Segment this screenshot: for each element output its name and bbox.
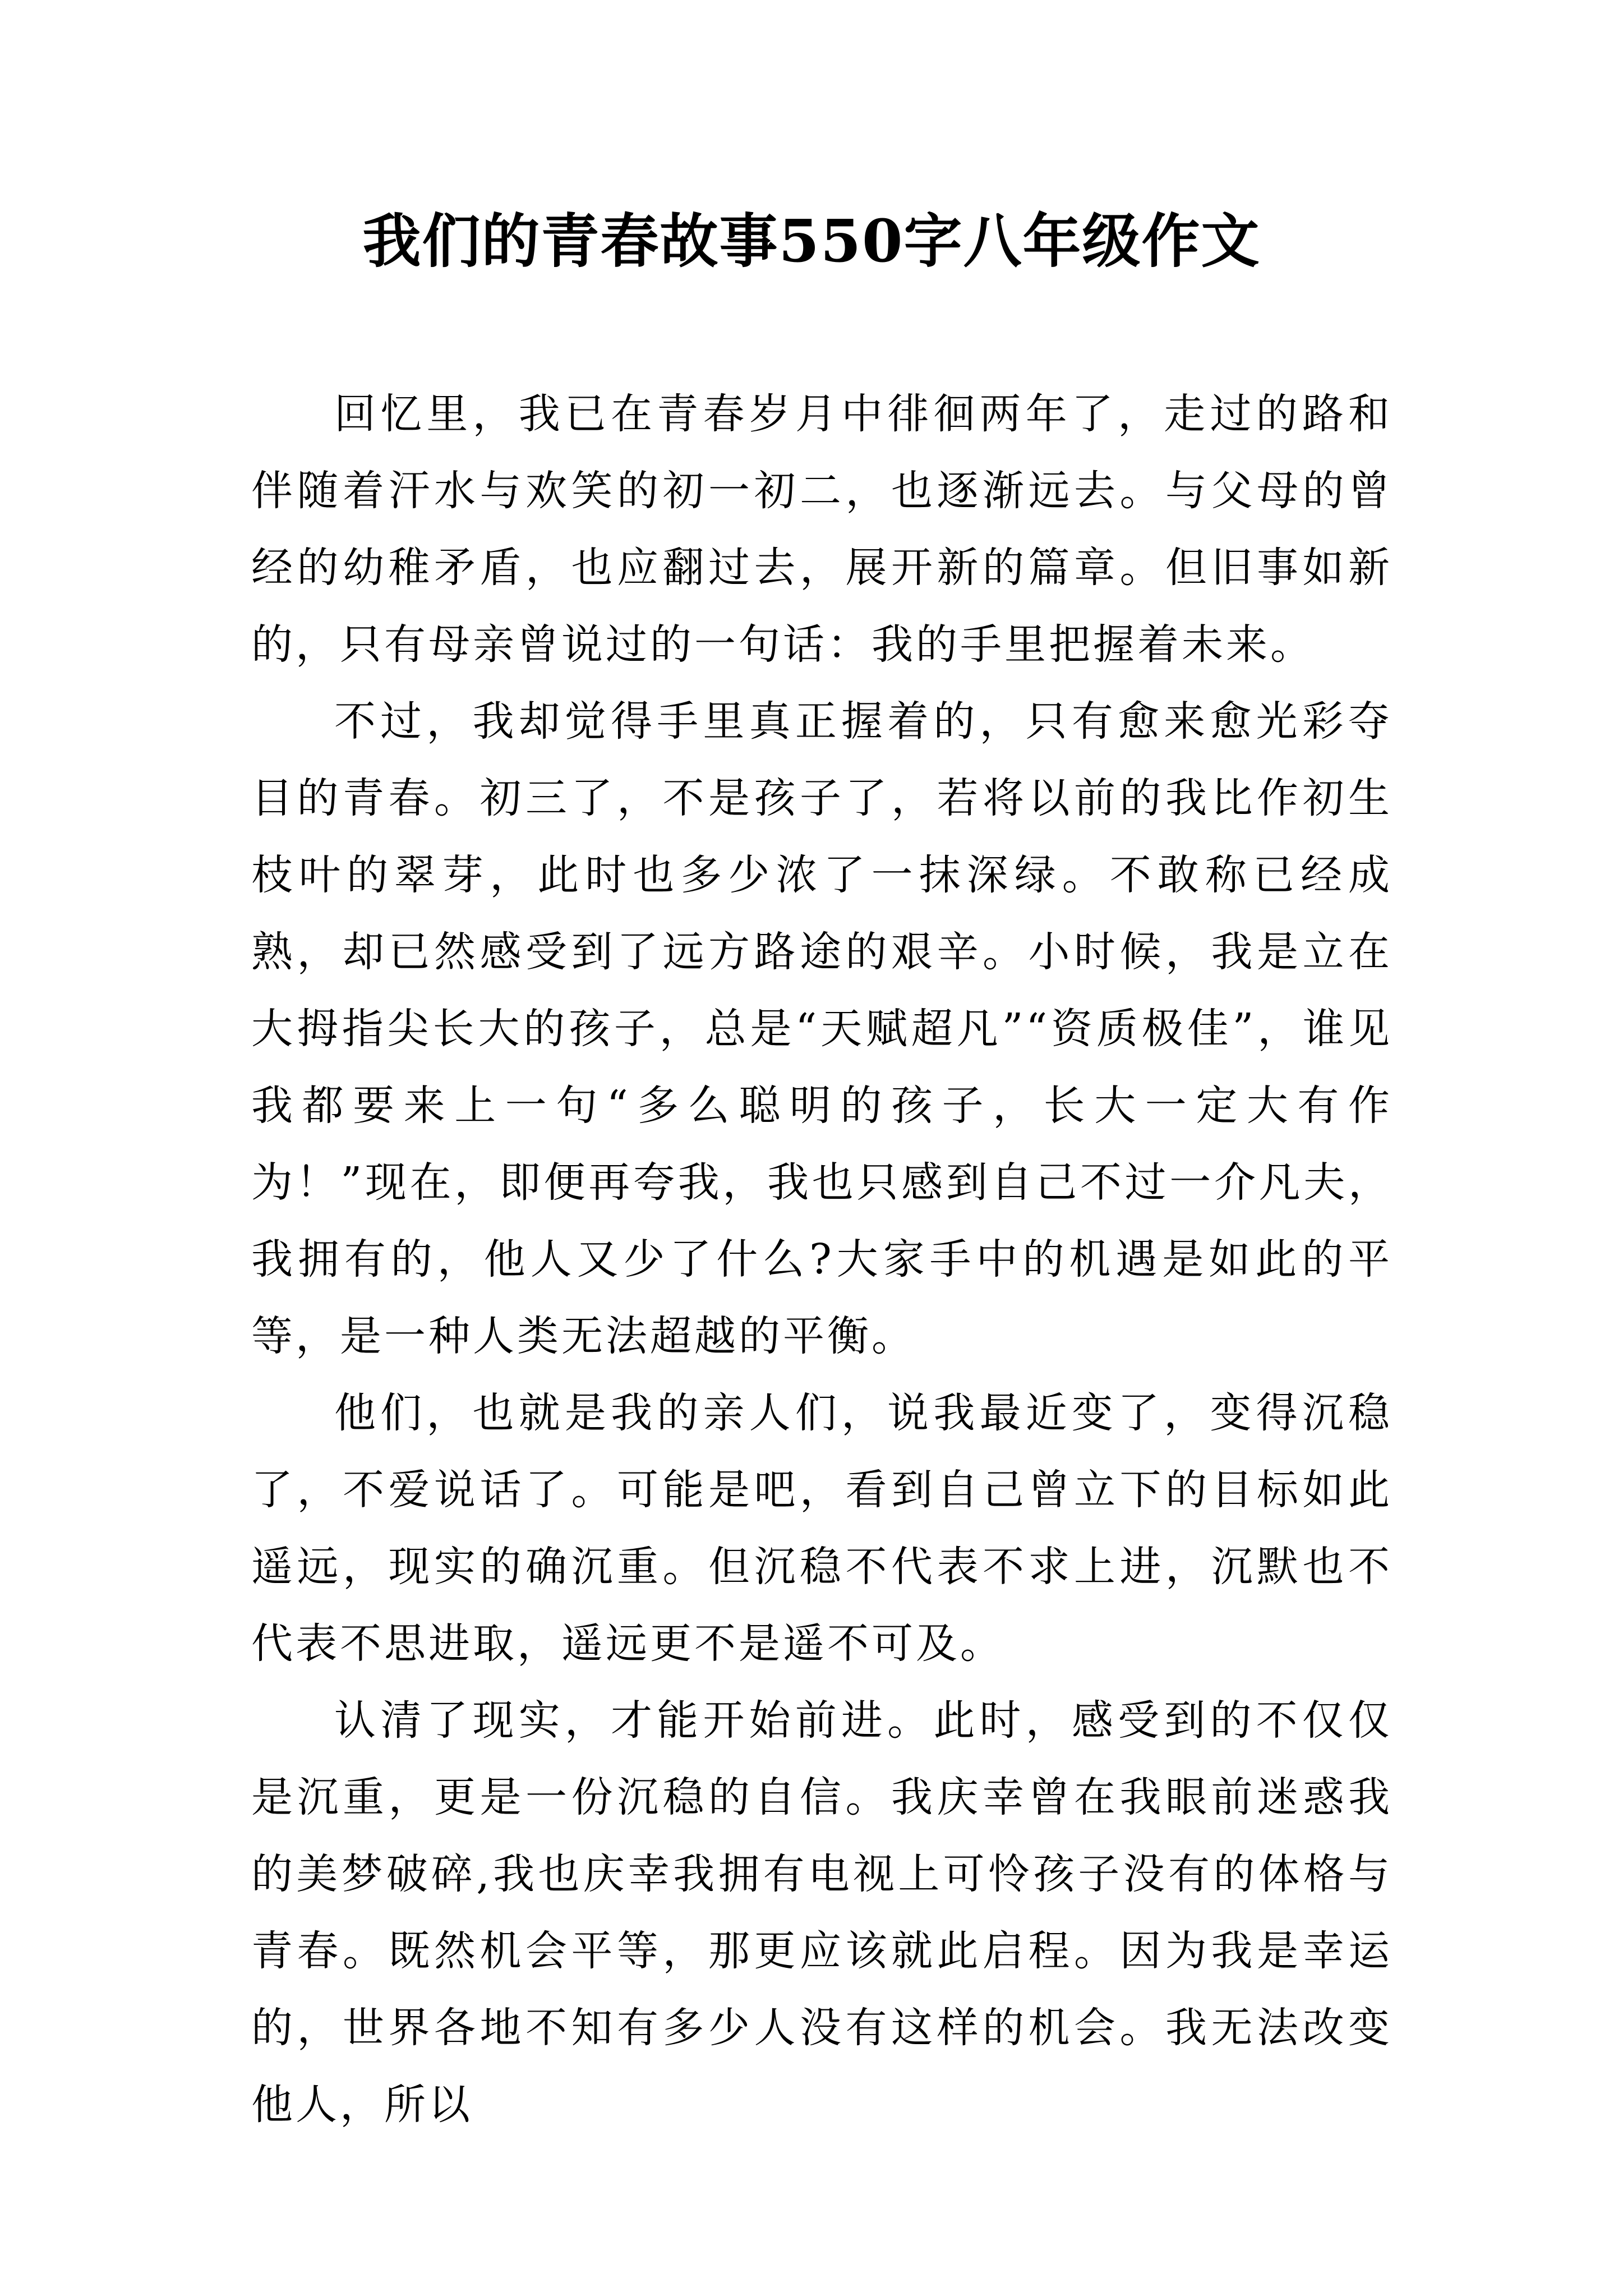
document-title: 我们的青春故事550字八年级作文	[362, 206, 1261, 275]
paragraph-3: 他们，也就是我的亲人们，说我最近变了，变得沉稳了，不爱说话了。可能是吧，看到自己曾立下的目标如此遥远，现实的确沉重。但沉稳不代表不求上进，沉默也不代表不思进取，遥远更不是遥不可及。	[251, 1389, 1393, 1668]
paragraph-2: 不过，我却觉得手里真正握着的，只有愈来愈光彩夺目的青春。初三了，不是孩子了，若将以前的我比作初生枝叶的翠芽，此时也多少浓了一抹深绿。不敢称已经成熟，却已然感受到了远方路途的艰辛。小时候，我是立在大拇指尖长大的孩子，总是“天赋超凡”“资质极佳”，谁见我都要来上一句“多么聪明的孩子，长大一定大有作为！”现在，即便再夸我，我也只感到自己不过一介凡夫，我拥有的，他人又少了什么?大家手中的机遇是如此的平等，是一种人类无法超越的平衡。	[251, 697, 1393, 1360]
paragraph-1: 回忆里，我已在青春岁月中徘徊两年了，走过的路和伴随着汗水与欢笑的初一初二，也逐渐远去。与父母的曾经的幼稚矛盾，也应翻过去，展开新的篇章。但旧事如新的，只有母亲曾说过的一句话：我的手里把握着未来。	[251, 390, 1393, 669]
paragraph-4: 认清了现实，才能开始前进。此时，感受到的不仅仅是沉重，更是一份沉稳的自信。我庆幸曾在我眼前迷惑我的美梦破碎,我也庆幸我拥有电视上可怜孩子没有的体格与青春。既然机会平等，那更应该就此启程。因为我是幸运的，世界各地不知有多少人没有这样的机会。我无法改变他人，所以	[251, 1696, 1393, 2129]
document-body	[251, 376, 1393, 2143]
